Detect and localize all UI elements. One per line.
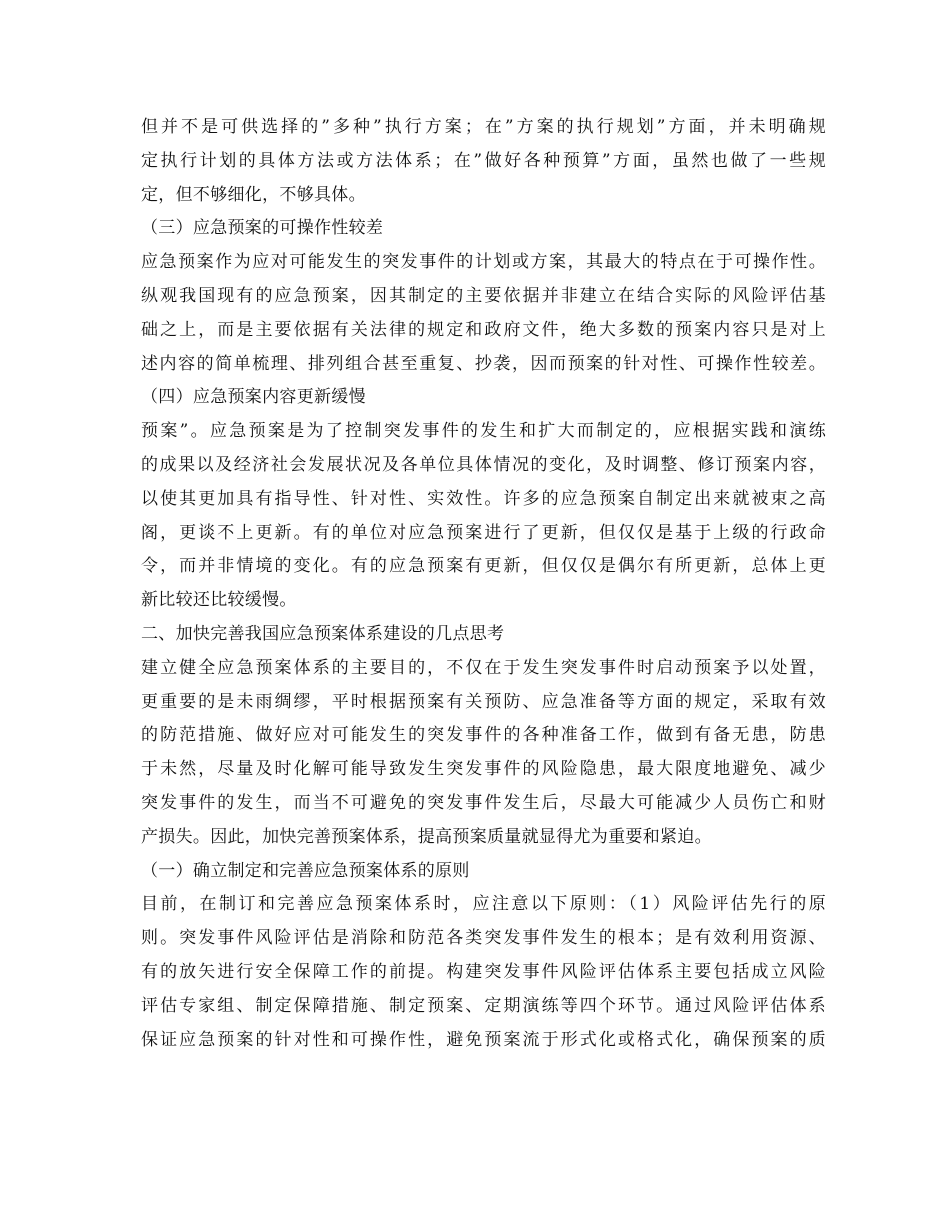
text-line: 于未然，尽量及时化解可能导致发生突发事件的风险隐患，最大限度地避免、减少 — [141, 759, 826, 780]
document-page — [141, 111, 826, 1057]
text-line: 定，但不够细化，不够具体。 — [141, 184, 366, 205]
text-line: 保证应急预案的针对性和可操作性，避免预案流于形式化或格式化，确保预案的质 — [141, 1029, 826, 1050]
text-line: 产损失。因此，加快完善预案体系，提高预案质量就显得尤为重要和紧迫。 — [141, 826, 712, 847]
text-line: 建立健全应急预案体系的主要目的，不仅在于发生突发事件时启动预案予以处置， — [141, 657, 826, 678]
text-line: 以使其更加具有指导性、针对性、实效性。许多的应急预案自制定出来就被束之高 — [141, 488, 826, 509]
section-heading: （一）确立制定和完善应急预案体系的原则 — [141, 860, 470, 881]
text-line: 应急预案作为应对可能发生的突发事件的计划或方案，其最大的特点在于可操作性。 — [141, 252, 826, 273]
text-line: 则。突发事件风险评估是消除和防范各类突发事件发生的根本；是有效利用资源、 — [141, 928, 826, 949]
text-line: 令，而并非情境的变化。有的应急预案有更新，但仅仅是偶尔有所更新，总体上更 — [141, 556, 826, 577]
text-line: 预案”。应急预案是为了控制突发事件的发生和扩大而制定的，应根据实践和演练 — [141, 421, 826, 442]
text-line: 纵观我国现有的应急预案，因其制定的主要依据并非建立在结合实际的风险评估基 — [141, 285, 826, 306]
text-line: 评估专家组、制定保障措施、制定预案、定期演练等四个环节。通过风险评估体系 — [141, 995, 826, 1016]
text-line: 突发事件的发生，而当不可避免的突发事件发生后，尽最大可能减少人员伤亡和财 — [141, 792, 826, 813]
text-line: 础之上，而是主要依据有关法律的规定和政府文件，绝大多数的预案内容只是对上 — [141, 319, 826, 340]
text-line: 述内容的简单梳理、排列组合甚至重复、抄袭，因而预案的针对性、可操作性较差。 — [141, 353, 826, 374]
section-heading: （三）应急预案的可操作性较差 — [141, 218, 384, 239]
text-line: 有的放矢进行安全保障工作的前提。构建突发事件风险评估体系主要包括成立风险 — [141, 961, 826, 982]
section-heading: 二、加快完善我国应急预案体系建设的几点思考 — [141, 623, 505, 644]
section-heading: （四）应急预案内容更新缓慢 — [141, 387, 366, 408]
text-line: 定执行计划的具体方法或方法体系；在”做好各种预算”方面，虽然也做了一些规 — [141, 150, 826, 171]
text-line: 但并不是可供选择的”多种”执行方案；在”方案的执行规划”方面，并未明确规 — [141, 117, 826, 137]
text-line: 目前，在制订和完善应急预案体系时，应注意以下原则：（1）风险评估先行的原 — [141, 894, 826, 915]
text-line: 的成果以及经济社会发展状况及各单位具体情况的变化，及时调整、修订预案内容， — [141, 454, 826, 475]
text-line: 阁，更谈不上更新。有的单位对应急预案进行了更新，但仅仅是基于上级的行政命 — [141, 522, 826, 543]
text-line: 的防范措施、做好应对可能发生的突发事件的各种准备工作，做到有备无患，防患 — [141, 725, 826, 746]
text-line: 更重要的是未雨绸缪，平时根据预案有关预防、应急准备等方面的规定，采取有效 — [141, 691, 826, 712]
text-line: 新比较还比较缓慢。 — [141, 590, 297, 611]
